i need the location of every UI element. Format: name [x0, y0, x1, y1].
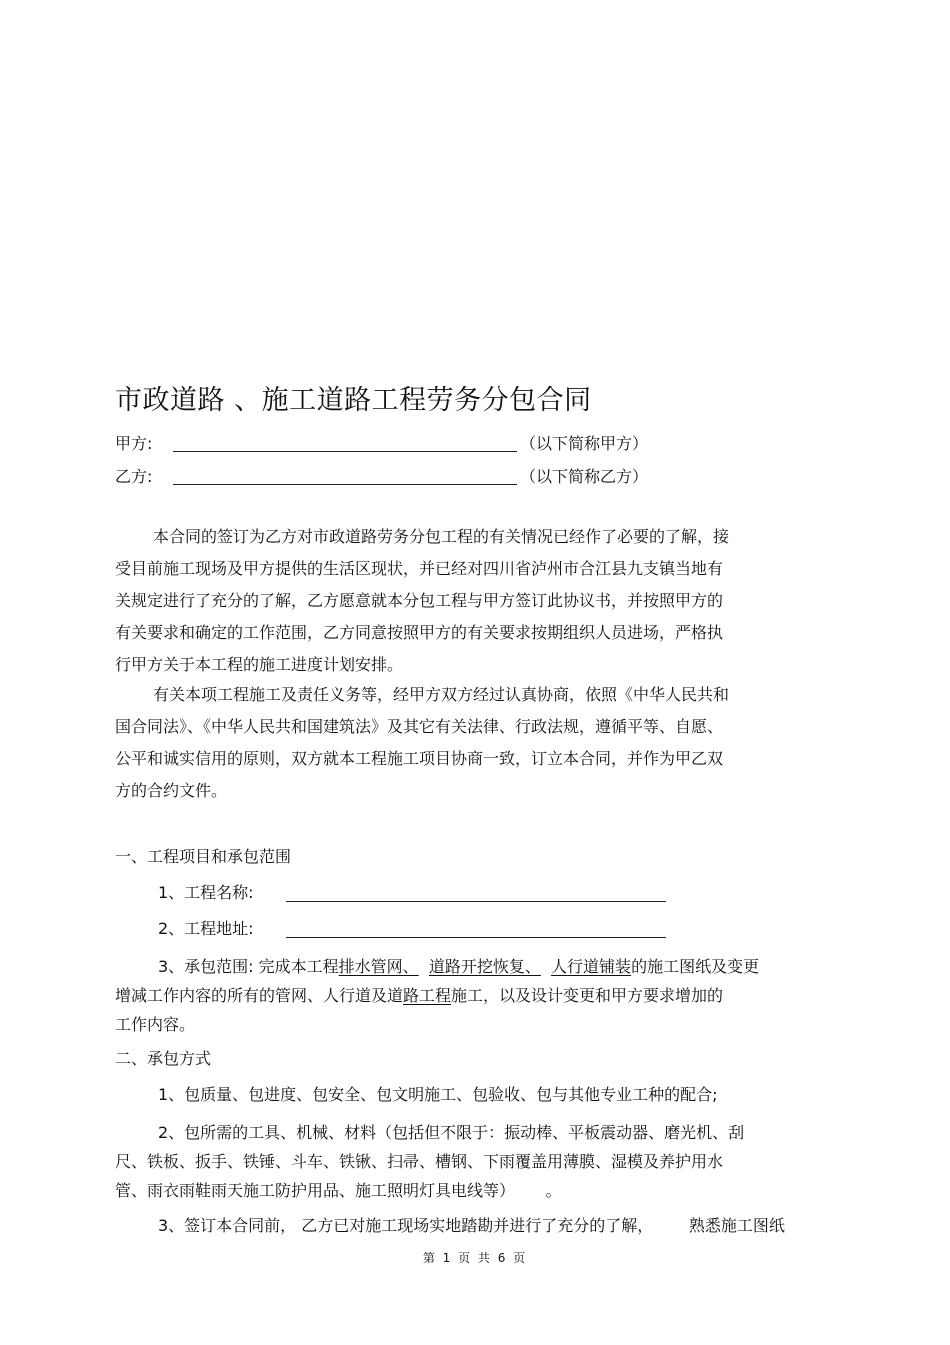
- text-line: 有关本项工程施工及责任义务等，经甲方双方经过认真协商，依照《中华人民共和: [153, 685, 730, 704]
- intro-paragraph-1: [115, 521, 729, 681]
- section-2-heading: 二、承包方式: [115, 1049, 212, 1068]
- section-1-heading: 一、工程项目和承包范围: [115, 847, 292, 866]
- text-line: 行甲方关于本工程的施工进度计划安排。: [115, 655, 404, 674]
- document-title: 市政道路 、施工道路工程劳务分包合同: [115, 385, 592, 416]
- scope-gap: [541, 957, 551, 976]
- scope-drainage: 排水管网、: [338, 957, 419, 976]
- text-line: 本合同的签订为乙方对市政道路劳务分包工程的有关情况已经作了必要的了解，接: [153, 527, 730, 546]
- text-line: 公平和诚实信用的原则，双方就本工程施工项目协商一致，订立本合同，并作为甲乙双: [115, 749, 724, 768]
- scope-suffix: 的施工图纸及变更: [631, 957, 760, 976]
- party-a-blank-line: [173, 451, 517, 452]
- scope-road-restoration: 道路开挖恢复、: [428, 957, 541, 976]
- scope-sidewalk-paving: 人行道铺装: [551, 957, 632, 976]
- text-line: 方的合约文件。: [115, 781, 228, 800]
- text-line: 有关要求和确定的工作范围，乙方同意按照甲方的有关要求按期组织人员进场，严格执: [115, 623, 724, 642]
- party-b-label: 乙方:: [115, 467, 153, 486]
- party-a-note: （以下简称甲方）: [520, 434, 649, 453]
- project-address-blank-line: [286, 937, 666, 938]
- contract-method-item-3: 3、签订本合同前， 乙方已对施工现场实地踏勘并进行了充分的了解， 熟悉施工图纸: [158, 1216, 785, 1235]
- party-b-note: （以下简称乙方）: [520, 467, 649, 486]
- project-address-label: 2、工程地址:: [158, 919, 254, 938]
- project-name-label: 1、工程名称:: [158, 883, 254, 902]
- scope-line-2-b: 施工，以及设计变更和甲方要求增加的: [451, 986, 724, 1005]
- page-number-footer: 第 1 页 共 6 页: [422, 1251, 528, 1265]
- scope-line-2: [115, 983, 723, 1006]
- party-b-blank-line: [173, 484, 517, 485]
- contract-method-item-2-line-1: 2、包所需的工具、机械、材料（包括但不限于：振动棒、平板震动器、磨光机、刮: [158, 1123, 745, 1142]
- text-line: 受目前施工现场及甲方提供的生活区现状，并已经对四川省泸州市合江县九支镇当地有: [115, 559, 724, 578]
- intro-paragraph-2: [115, 679, 729, 807]
- project-name-blank-line: [286, 901, 666, 902]
- scope-line-2-a: 增减工作内容的所有的管网、人行道及道: [115, 986, 404, 1005]
- scope-line-3: 工作内容。: [115, 1015, 196, 1034]
- scope-gap: [419, 957, 429, 976]
- text-line: 国合同法》、《中华人民共和国建筑法》及其它有关法律、行政法规，遵循平等、自愿、: [115, 717, 724, 736]
- scope-line-1: [158, 954, 759, 977]
- contract-method-item-2-line-3: 管、雨衣雨鞋雨天施工防护用品、施工照明灯具电线等） 。: [115, 1181, 562, 1200]
- contract-method-item-2-line-2: 尺、铁板、扳手、铁锤、斗车、铁锹、扫帚、槽钢、下雨覆盖用薄膜、湿模及养护用水: [115, 1152, 724, 1171]
- contract-method-item-1: 1、包质量、包进度、包安全、包文明施工、包验收、包与其他专业工种的配合;: [158, 1085, 718, 1104]
- party-a-label: 甲方:: [115, 434, 153, 453]
- scope-prefix: 3、承包范围: 完成本工程: [158, 957, 339, 976]
- text-line: 关规定进行了充分的了解，乙方愿意就本分包工程与甲方签订此协议书，并按照甲方的: [115, 591, 724, 610]
- scope-road-works: 路工程: [403, 986, 452, 1005]
